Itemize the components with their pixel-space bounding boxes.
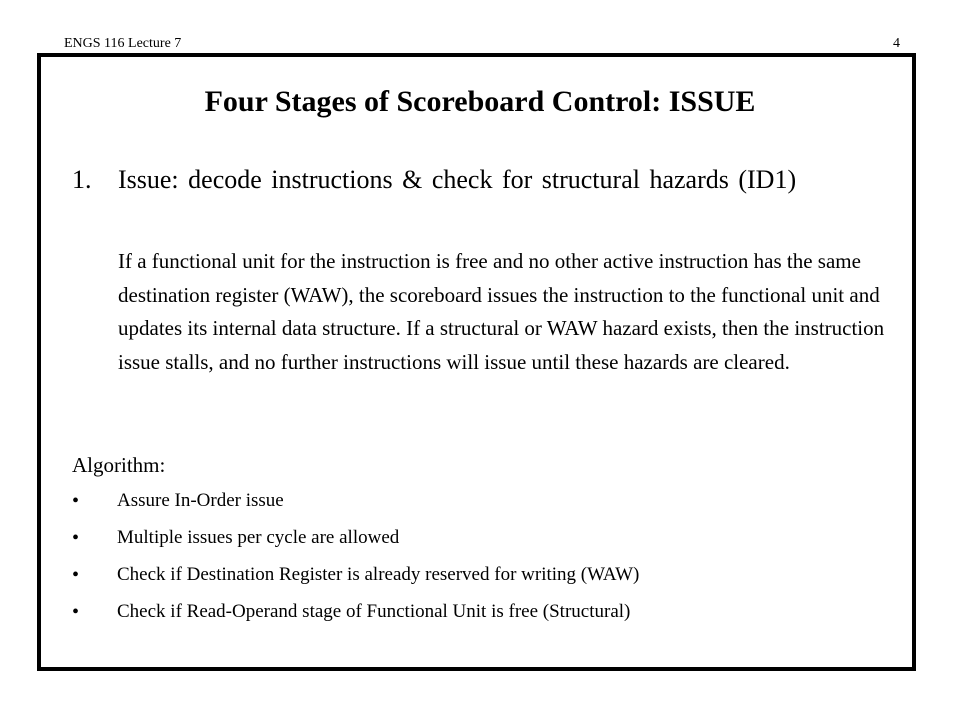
algorithm-label: Algorithm:	[72, 453, 166, 477]
algorithm-item-text: Check if Read-Operand stage of Functional Unit is free (Structural)	[117, 601, 631, 622]
bullet-icon: •	[72, 527, 80, 549]
bullet-icon: •	[72, 601, 80, 623]
bullet-icon: •	[72, 564, 80, 586]
slide-title: Four Stages of Scoreboard Control: ISSUE	[204, 85, 756, 118]
algorithm-item-text: Assure In-Order issue	[117, 490, 284, 511]
algorithm-item-text: Multiple issues per cycle are allowed	[117, 527, 400, 548]
course-label: ENGS 116 Lecture 7	[64, 36, 182, 51]
algorithm-item-text: Check if Destination Register is already reserved for writing (WAW)	[117, 564, 640, 585]
page-number: 4	[893, 36, 900, 51]
step-text: Issue: decode instructions & check for structural hazards (ID1)	[118, 165, 797, 194]
bullet-icon: •	[72, 490, 80, 512]
step-number: 1.	[72, 165, 92, 194]
step-description: If a functional unit for the instruction is free and no other active instruction has the same destination register (WAW), the scoreboard issues the instruction to the functional unit and updates its internal data structure. If a structural or WAW hazard exists, then the instruction issue stalls, and no further instructions will issue until these hazards are cleared.	[118, 249, 885, 374]
